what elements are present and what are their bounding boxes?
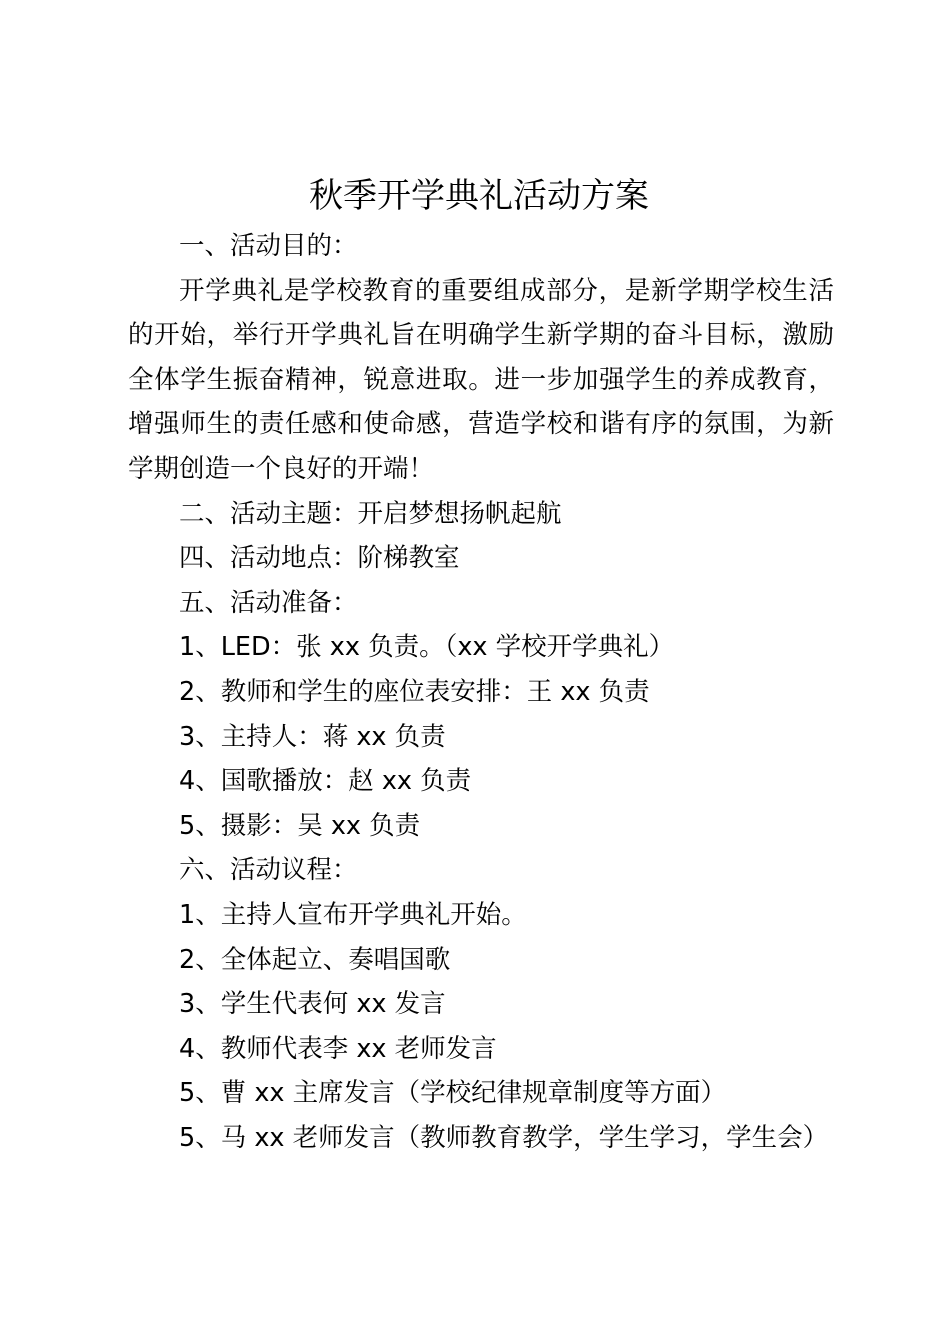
- section-heading-agenda: 六、活动议程：: [179, 855, 358, 886]
- section-theme: 二、活动主题：开启梦想扬帆起航: [179, 498, 562, 529]
- list-item: 3、主持人：蒋 xx 负责: [179, 721, 446, 752]
- list-item: 1、主持人宣布开学典礼开始。: [179, 899, 527, 930]
- list-item: 5、马 xx 老师发言（教师教育教学，学生学习，学生会）: [179, 1122, 829, 1153]
- section-location: 四、活动地点：阶梯教室: [179, 543, 460, 574]
- list-item: 2、全体起立、奏唱国歌: [179, 944, 451, 975]
- purpose-paragraph: 开学典礼是学校教育的重要组成部分，是新学期学校生活的开始，举行开学典礼旨在明确学生新学期的奋斗目标，激励全体学生振奋精神，锐意进取。进一步加强学生的养成教育，增强师生的责任感和使命感，营造学校和谐有序的氛围，为新学期创造一个良好的开端！: [128, 275, 834, 484]
- section-heading-purpose: 一、活动目的：: [179, 231, 358, 261]
- section-heading-preparation: 五、活动准备：: [179, 587, 358, 618]
- list-item: 2、教师和学生的座位表安排：王 xx 负责: [179, 676, 650, 707]
- document-body: [128, 224, 834, 1160]
- list-item: 4、国歌播放：赵 xx 负责: [179, 766, 472, 797]
- list-item: 1、LED：张 xx 负责。（xx 学校开学典礼）: [179, 632, 675, 663]
- list-item: 5、曹 xx 主席发言（学校纪律规章制度等方面）: [179, 1078, 727, 1109]
- list-item: 3、学生代表何 xx 发言: [179, 989, 446, 1020]
- list-item: 5、摄影：吴 xx 负责: [179, 810, 421, 841]
- document-title: 秋季开学典礼活动方案: [309, 176, 649, 216]
- list-item: 4、教师代表李 xx 老师发言: [179, 1033, 497, 1064]
